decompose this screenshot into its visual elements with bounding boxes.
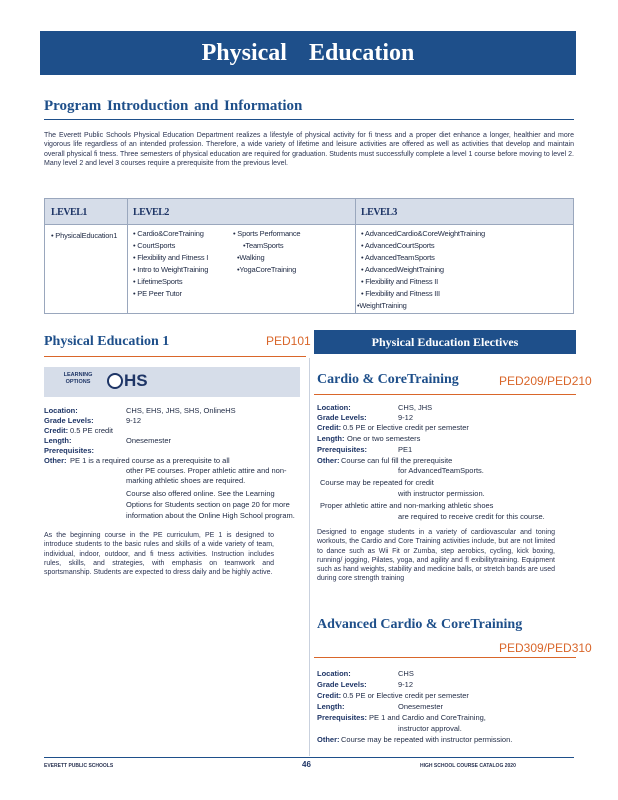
level1-course: • PhysicalEducation1 (51, 231, 118, 240)
ped1-other-line: information about the Online High School program. (126, 511, 295, 520)
cardio-location: CHS, JHS (398, 403, 433, 412)
learning-options-label: LEARNING OPTIONS (63, 372, 93, 385)
levels-column-divider (127, 199, 128, 313)
level3-course: • AdvancedTeamSports (361, 253, 435, 262)
level3-course: • AdvancedCardio&CoreWeightTraining (361, 229, 486, 238)
cardio-location-label: Location: (317, 403, 351, 412)
ped1-other-line: Options for Students section on page 20 for more (126, 500, 290, 509)
level3-course: • Flexibility and Fitness III (361, 289, 440, 298)
footer-divider (44, 757, 574, 758)
cardio-divider (314, 394, 576, 395)
advanced-other: Course may be repeated with instructor permission. (341, 735, 513, 744)
cardio-prereq-label: Prerequisites: (317, 445, 368, 454)
learning-options-box (44, 367, 300, 397)
cardio-other-line: with instructor permission. (398, 489, 485, 498)
cardio-other-line: are required to receive credit for this course. (398, 512, 545, 521)
ped1-other-line: PE 1 is a required course as a prerequisite to all (70, 456, 230, 465)
levels-header-row (45, 199, 573, 225)
cardio-description: Designed to engage students in a variety of cardiovascular and toning workouts, the Cardio and Core Training activities include, but are not limited to dance such as Wii Fit or Zumba, step aerobics, cycling, kick boxing, running/ jogging, Pilates, yoga, and agility and fl exibilitytraining. Equipment such as hand weights, stability and medicine balls, or stretch bands are used during core strength training (317, 529, 555, 583)
level3-course: • AdvancedWeightTraining (361, 265, 444, 274)
ped1-other-label: Other: (44, 456, 67, 465)
advanced-credit-label: Credit: (317, 691, 342, 700)
level1-header: LEVEL1 (51, 207, 87, 218)
level3-course: •WeightTraining (357, 301, 407, 310)
ped1-length: Onesemester (126, 436, 172, 445)
ped1-description: As the beginning course in the PE curriculum, PE 1 is designed to introduce students to the basic rules and skills of a wide variety of team, individual, indoor, outdoor, and fi tness activities. Instruction includes rules, skills, and strategies, with emphasis on teamwork and sportsmanship. Students are expected to dress daily and be highly active. (44, 532, 274, 577)
cardio-other-line: Course may be repeated for credit (320, 478, 434, 487)
advanced-location-label: Location: (317, 669, 351, 678)
electives-banner (314, 330, 576, 354)
advanced-heading: Advanced Cardio & CoreTraining (317, 617, 523, 632)
online-globe-icon (107, 373, 123, 389)
cardio-other-line: for AdvancedTeamSports. (398, 466, 484, 475)
level2-course: • PE Peer Tutor (133, 289, 182, 298)
ped1-other-line: other PE courses. Proper athletic attire and non- (126, 466, 287, 475)
page-number: 46 (302, 760, 311, 769)
title-banner (40, 31, 576, 75)
ped1-length-label: Length: (44, 436, 72, 445)
advanced-prereq-line: PE 1 and Cardio and CoreTraining, (369, 713, 486, 722)
electives-title: Physical Education Electives (371, 334, 519, 349)
column-divider (309, 358, 310, 756)
ped1-credit-label: Credit: (44, 426, 69, 435)
level2-course: • Intro to WeightTraining (133, 265, 209, 274)
advanced-course-code: PED309/PED310 (499, 641, 592, 655)
cardio-credit: 0.5 PE or Elective credit per semester (343, 423, 469, 432)
advanced-grade-label: Grade Levels: (317, 680, 367, 689)
advanced-grade: 9-12 (398, 680, 414, 689)
level2-course: • Sports Performance (233, 229, 301, 238)
level2-course: •YogaCoreTraining (237, 265, 297, 274)
level2-header: LEVEL2 (133, 207, 169, 218)
cardio-grade: 9-12 (398, 413, 414, 422)
footer-catalog: HIGH SCHOOL COURSE CATALOG 2020 (420, 763, 516, 769)
advanced-length-label: Length: (317, 702, 345, 711)
ped1-grade: 9-12 (126, 416, 142, 425)
advanced-location: CHS (398, 669, 414, 678)
page-title: Physical Education (201, 39, 415, 66)
advanced-divider (314, 657, 576, 658)
advanced-other-label: Other: (317, 735, 340, 744)
ped1-location-label: Location: (44, 406, 78, 415)
level2-course: •Walking (237, 253, 265, 262)
learning-options-hs: HS (124, 371, 148, 390)
levels-table (44, 198, 574, 314)
level3-course: • AdvancedCourtSports (361, 241, 435, 250)
advanced-prereq-line: instructor approval. (398, 724, 462, 733)
cardio-other-line: Course can ful fill the prerequisite (341, 456, 453, 465)
cardio-prereq: PE1 (398, 445, 413, 454)
level2-course: • Flexibility and Fitness I (133, 253, 209, 262)
cardio-course-code: PED209/PED210 (499, 374, 592, 388)
footer-district: EVERETT PUBLIC SCHOOLS (44, 763, 114, 769)
ped1-other-line: marking athletic shoes are required. (126, 476, 246, 485)
advanced-credit: 0.5 PE or Elective credit per semester (343, 691, 469, 700)
cardio-other-line: Proper athletic attire and non-marking athletic shoes (320, 501, 494, 510)
intro-heading: Program Introduction and Information (44, 98, 303, 114)
level3-course: • Flexibility and Fitness II (361, 277, 439, 286)
ped1-credit: 0.5 PE credit (70, 426, 113, 435)
intro-paragraph: The Everett Public Schools Physical Education Department realizes a lifestyle of physical activity for fi tness and a proper diet enhance a longer, healthier and more vigorous life regardless of an intended profession. Therefore, a wide variety of lifetime and leisure activities are offered as well as activities that develop and maintain overall physical fi tness. Three semesters of physical education are required for graduation. Students must successfully complete a level 1 course before moving to level 2. Many level 2 and level 3 courses require a prerequisite from the previous level. (44, 132, 574, 167)
ped1-course-code: PED101 (266, 334, 311, 348)
ped1-other-line: Course also offered online. See the Learning (126, 489, 275, 498)
cardio-credit-label: Credit: (317, 423, 342, 432)
level2-course: • LifetimeSports (133, 277, 183, 286)
levels-column-divider (355, 199, 356, 313)
advanced-length: Onesemester (398, 702, 444, 711)
cardio-heading: Cardio & CoreTraining (317, 372, 459, 387)
advanced-prereq-label: Prerequisites: (317, 713, 368, 722)
level2-course: •TeamSports (243, 241, 284, 250)
cardio-grade-label: Grade Levels: (317, 413, 367, 422)
ped1-heading: Physical Education 1 (44, 334, 170, 349)
cardio-length: One or two semesters (347, 434, 421, 443)
cardio-other-label: Other: (317, 456, 340, 465)
level2-course: • Cardio&CoreTraining (133, 229, 204, 238)
ped1-grade-label: Grade Levels: (44, 416, 94, 425)
intro-divider (44, 119, 574, 120)
level3-header: LEVEL3 (361, 207, 397, 218)
ped1-prereq-label: Prerequisites: (44, 446, 95, 455)
level2-course: • CourtSports (133, 241, 176, 250)
ped1-divider (44, 356, 306, 357)
ped1-location: CHS, EHS, JHS, SHS, OnlineHS (126, 406, 236, 415)
cardio-length-label: Length: (317, 434, 345, 443)
